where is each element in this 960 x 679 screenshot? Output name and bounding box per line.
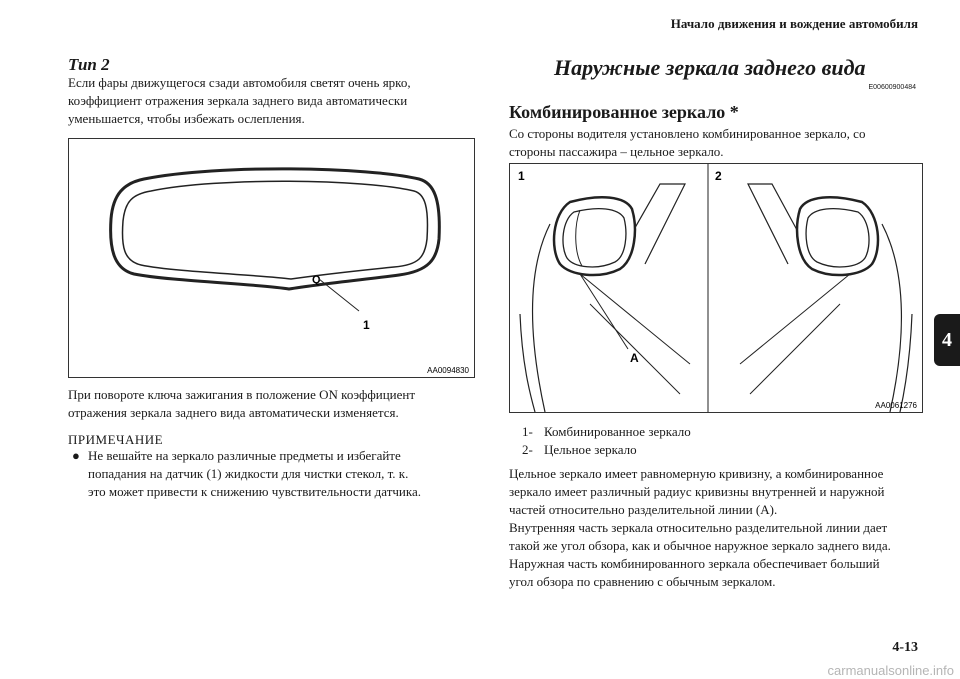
section-title: Наружные зеркала заднего вида [554, 55, 866, 80]
legend-text: Комбинированное зеркало [544, 424, 691, 439]
subsection-title: Комбинированное зеркало * [509, 102, 739, 122]
text-line: стороны пассажира – цельное зеркало. [509, 144, 724, 159]
text-line: отражения зеркала заднего вида автоматически изменяется. [68, 405, 399, 420]
chapter-tab: 4 [934, 314, 960, 366]
page-number: 4-13 [892, 640, 918, 655]
watermark: carmanualsonline.info [827, 663, 954, 678]
note-text [88, 447, 421, 501]
legend [522, 424, 691, 460]
legend-text: Цельное зеркало [544, 442, 637, 457]
left-intro [68, 74, 411, 128]
text-line: угол обзора по сравнению с обычным зеркалом. [509, 574, 776, 589]
text-line: Внутренняя часть зеркала относительно разделительной линии дает [509, 520, 888, 535]
label-1: 1 [518, 169, 525, 183]
text-line: Цельное зеркало имеет равномерную кривизну, а комбинированное [509, 466, 884, 481]
text-line: уменьшается, чтобы избежать ослепления. [68, 111, 305, 126]
side-mirrors-figure [509, 163, 923, 413]
left-after-figure [68, 386, 415, 422]
type-title: Тип 2 [68, 55, 110, 74]
label-a: A [630, 351, 639, 365]
section-code: E00600900484 [868, 84, 916, 91]
callout-1: 1 [363, 318, 370, 332]
text-line: такой же угол обзора, как и обычное наружное зеркало заднего вида. [509, 538, 891, 553]
text-line: Со стороны водителя установлено комбинированное зеркало, со [509, 126, 866, 141]
text-line: частей относительно разделительной линии (А). [509, 502, 778, 517]
text-line: Если фары движущегося сзади автомобиля светят очень ярко, [68, 75, 411, 90]
callout-line [319, 279, 359, 311]
text-line: попадания на датчик (1) жидкости для чистки стекол, т. к. [88, 466, 409, 481]
legend-item [522, 442, 691, 460]
text-line: коэффициент отражения зеркала заднего вида автоматически [68, 93, 408, 108]
bullet-icon: ● [72, 448, 80, 463]
right-body [509, 465, 891, 591]
side-mirrors-illustration [510, 164, 922, 412]
label-2: 2 [715, 169, 722, 183]
figure-code: AA0061276 [875, 401, 917, 410]
callout-line [580, 274, 628, 349]
rearview-mirror-illustration [69, 139, 474, 377]
right-intro [509, 125, 865, 161]
text-line: это может привести к снижению чувствительности датчика. [88, 484, 422, 499]
legend-item [522, 424, 691, 442]
legend-num: 2- [522, 442, 533, 457]
text-line: Наружная часть комбинированного зеркала обеспечивает больший [509, 556, 880, 571]
figure-code: AA0094830 [427, 366, 469, 375]
text-line: При повороте ключа зажигания в положение ON коэффициент [68, 387, 416, 402]
text-line: зеркало имеет различный радиус кривизны внутренней и наружной [509, 484, 885, 499]
sensor-letter: Q [312, 274, 321, 286]
section-header: Начало движения и вождение автомобиля [670, 16, 918, 31]
legend-num: 1- [522, 424, 533, 439]
rearview-mirror-figure [68, 138, 475, 378]
note-title: ПРИМЕЧАНИЕ [68, 432, 164, 447]
text-line: Не вешайте на зеркало различные предметы и избегайте [88, 448, 401, 463]
